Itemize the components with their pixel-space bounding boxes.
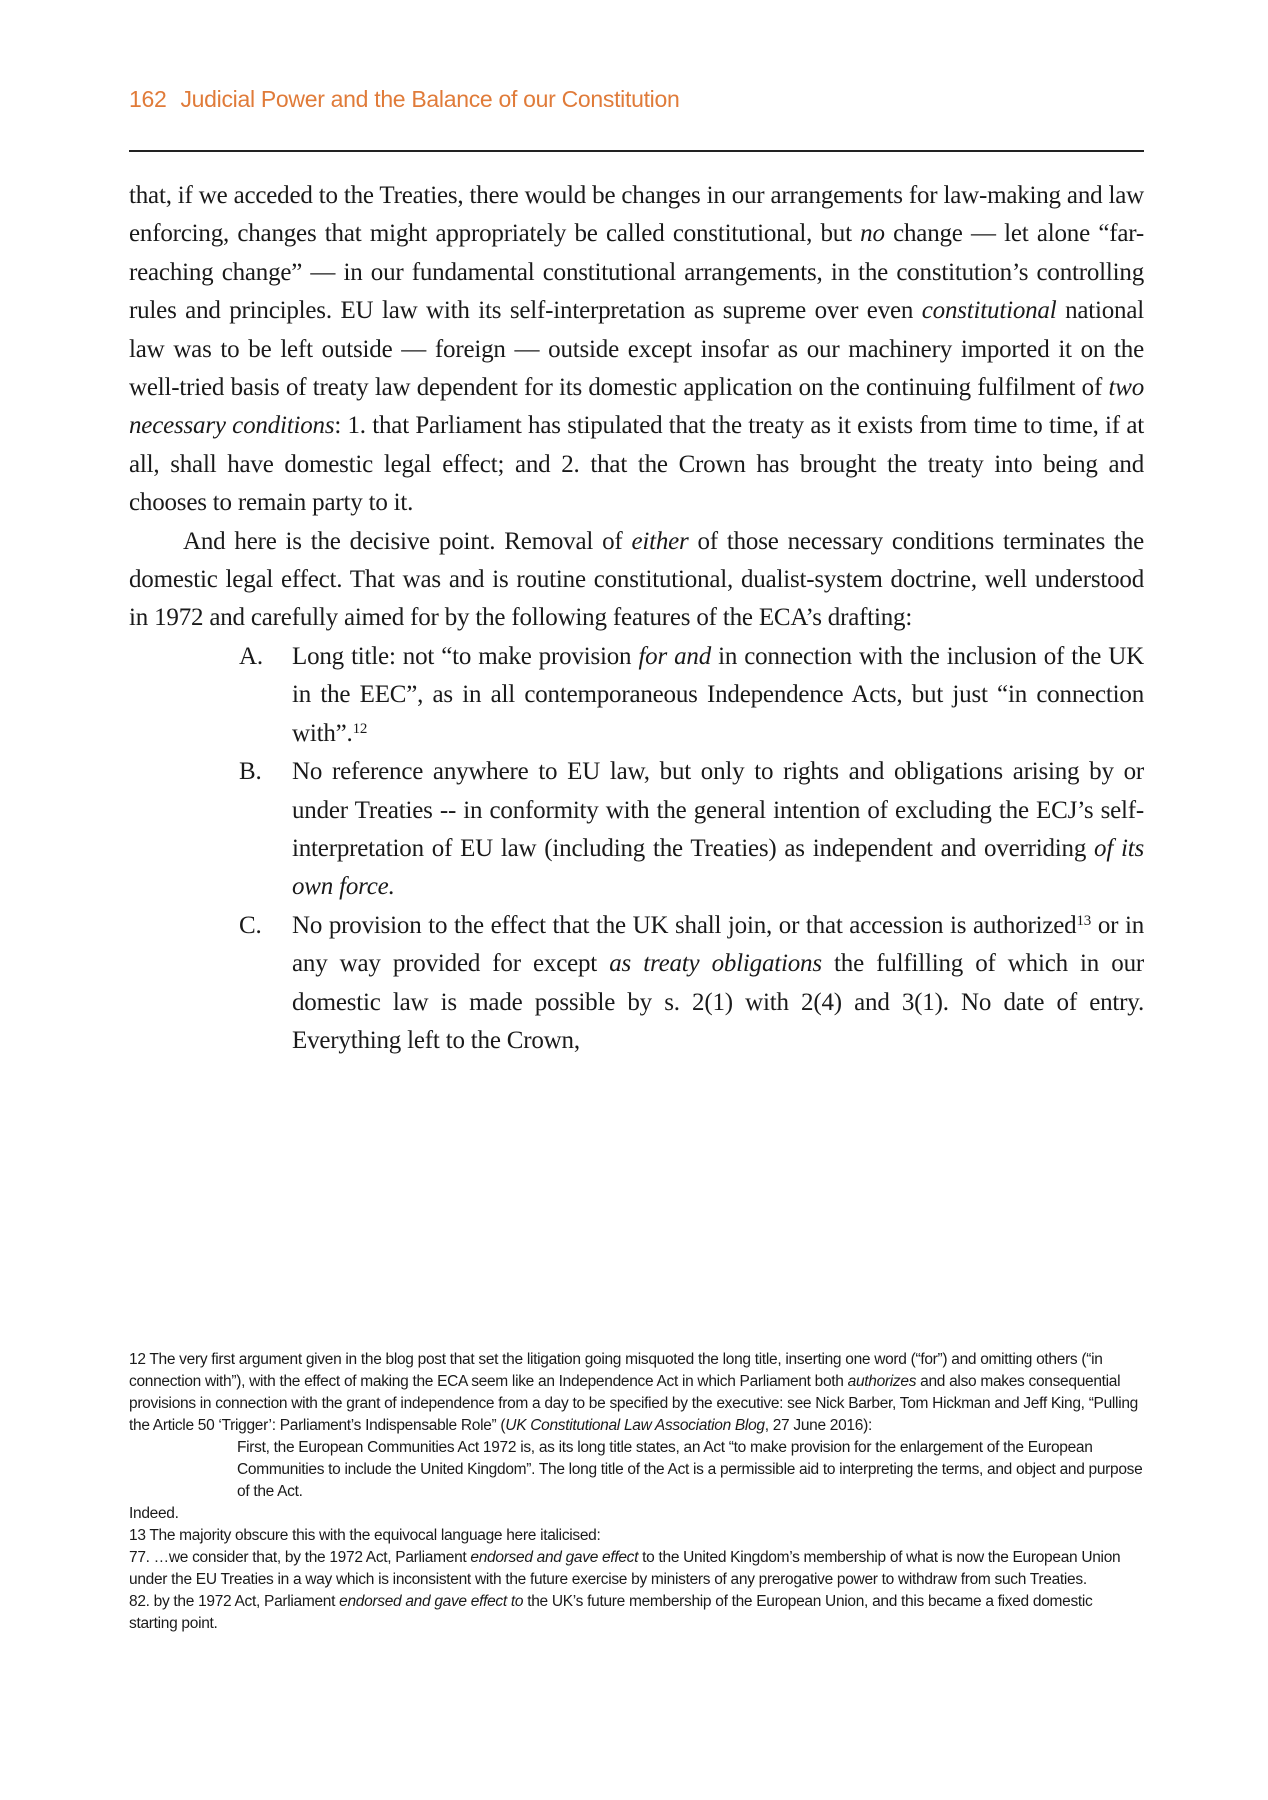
- text: And here is the decisive point. Removal of: [183, 527, 632, 555]
- emphasis: as treaty obligations: [609, 950, 822, 978]
- text: : 1. that Parliament has stipulated that the treaty as it exists from time to time, if at all, shall have domestic legal effect; and 2. that the Crown has brought the treaty into being and chooses to remain party to it.: [129, 412, 1144, 517]
- footnote-text: Indeed.: [129, 1505, 179, 1522]
- footnote-blockquote: First, the European Communities Act 1972 is, as its long title states, an Act “to make provision for the enlargement of the European Communities to include the United Kingdom”. The long title of the Act is a permissible aid to interpreting the terms, and object and purpose of the Act.: [237, 1439, 1143, 1500]
- footnote-ref[interactable]: 13: [1076, 912, 1092, 929]
- text: Long title: not “to make provision: [292, 642, 639, 670]
- list-item: [239, 638, 1144, 753]
- emphasis: two necessary conditions: [129, 374, 1144, 440]
- footnote-quote-77: [129, 1547, 1144, 1591]
- emphasis: no: [860, 220, 885, 248]
- text: that, if we acceded to the Treaties, there would be changes in our arrangements for law-making and law enforcing, changes that might appropriately be called constitutional, but: [129, 182, 1144, 248]
- running-header: [129, 86, 679, 113]
- text: the fulfilling of which in our domestic law is made possible by s. 2(1) with 2(4) and 3(1). No date of entry. Everything left to the Crown,: [292, 950, 1144, 1054]
- text: 12 The very first argument given in the blog post that set the litigation going misquoted the long title, inserting one word (“for”) and omitting others (“in connection with”), with the effect of making the ECA seem like an Independence Act in which Parliament both: [129, 1351, 1103, 1390]
- text: change — let alone “far-reaching change” — in our fundamental constitutional arrangements, in the constitution’s controlling rules and principles. EU law with its self-interpretation as supreme over even: [129, 220, 1144, 325]
- text: or in any way provided for except: [292, 911, 1144, 978]
- text: No provision to the effect that the UK shall join, or that accession is authorized: [292, 911, 1077, 939]
- text: No reference anywhere to EU law, but only to rights and obligations arising by or under Treaties -- in conformity with the general intention of excluding the ECJ’s self-interpretation of EU law (including the Treaties) as independent and overriding: [292, 758, 1144, 862]
- text: of those necessary conditions terminates the domestic legal effect. That was and is routine constitutional, dualist-system doctrine, well understood in 1972 and carefully aimed for by the following features of the ECA’s drafting:: [129, 527, 1144, 632]
- emphasis: either: [631, 527, 689, 555]
- list-label: A.: [239, 642, 263, 670]
- emphasis: constitutional: [921, 297, 1057, 325]
- list-item: [239, 907, 1144, 1061]
- page-number: 162: [129, 86, 167, 112]
- emphasis: for and: [638, 642, 712, 670]
- text: the UK’s future membership of the European Union, and this became a fixed domestic starting point.: [129, 1593, 1093, 1632]
- emphasis: endorsed and gave effect: [470, 1549, 639, 1566]
- text: to the United Kingdom’s membership of what is now the European Union under the EU Treaties in a way which is inconsistent with the future exercise by ministers of any prerogative power to withdraw from such Treaties.: [129, 1549, 1121, 1588]
- text: and also makes consequential provisions in connection with the grant of independence from a day to be specified by the executive: see Nick Barber, Tom Hickman and Jeff King, “Pulling the Article 50 ‘Trigger’: Parliament’s Indispensable Role” (: [129, 1373, 1138, 1434]
- footnote-quote-82: [129, 1591, 1144, 1635]
- list-item: [239, 753, 1144, 907]
- emphasis: authorizes: [847, 1373, 917, 1390]
- footnote-12: [129, 1349, 1144, 1437]
- emphasis: of its own force.: [292, 834, 1144, 901]
- text: , 27 June 2016):: [764, 1417, 872, 1434]
- list-label: B.: [239, 758, 262, 786]
- text: 77. …we consider that, by the 1972 Act, Parliament: [129, 1549, 471, 1566]
- footnote-ref[interactable]: 12: [352, 720, 368, 737]
- footnote-13: 13 The majority obscure this with the equivocal language here italicised:: [129, 1527, 601, 1544]
- footnotes: [129, 1349, 1144, 1635]
- text: in connection with the inclusion of the UK in the EEC”, as in all contemporaneous Independence Acts, but just “in connection with”.: [292, 642, 1145, 747]
- body-text: [129, 177, 1144, 1060]
- emphasis: endorsed and gave effect to: [339, 1593, 524, 1610]
- list-label: C.: [239, 911, 262, 939]
- text: national law was to be left outside — foreign — outside except insofar as our machinery imported it on the well-tried basis of treaty law dependent for its domestic application on the continuing fulfilment of: [129, 297, 1144, 402]
- paragraph: [129, 177, 1144, 523]
- running-title: Judicial Power and the Balance of our Constitution: [180, 86, 680, 112]
- text: 82. by the 1972 Act, Parliament: [129, 1593, 340, 1610]
- header-divider: [129, 150, 1144, 152]
- paragraph: [129, 523, 1144, 638]
- emphasis: UK Constitutional Law Association Blog: [505, 1417, 765, 1434]
